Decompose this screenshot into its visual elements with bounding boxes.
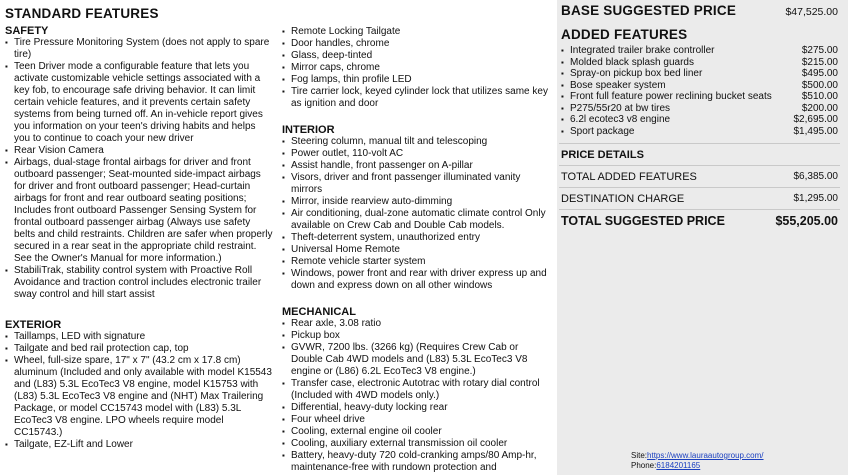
- divider: [559, 165, 840, 166]
- total-added-label: TOTAL ADDED FEATURES: [561, 171, 697, 183]
- total-added-row: [561, 171, 838, 183]
- total-price-value: $55,205.00: [775, 214, 838, 228]
- total-price-row: [561, 214, 838, 228]
- destination-label: DESTINATION CHARGE: [561, 193, 685, 205]
- added-feature-price: $495.00: [801, 68, 838, 79]
- mechanical-feature-item: ▪ Cooling, auxiliary external transmission oil cooler: [282, 438, 550, 450]
- added-feature-row: [561, 114, 838, 126]
- exterior-feature-item: ▪ Tailgate and bed rail protection cap, top: [5, 343, 273, 355]
- added-feature-name: [561, 57, 802, 69]
- price-panel: [557, 0, 848, 475]
- total-added-value: $6,385.00: [793, 171, 838, 182]
- added-feature-row: [561, 68, 838, 80]
- exterior-heading: EXTERIOR: [5, 319, 62, 331]
- divider: [559, 143, 840, 144]
- exterior-feature-item: ▪ Taillamps, LED with signature: [5, 331, 273, 343]
- added-feature-name: [561, 126, 794, 138]
- added-feature-price: $1,495.00: [793, 125, 838, 137]
- mechanical-heading: MECHANICAL: [282, 306, 356, 318]
- interior-feature-item: ▪ Visors, driver and front passenger illuminated vanity mirrors: [282, 172, 550, 196]
- added-feature-label: P275/55r20 at bw tires: [570, 102, 671, 114]
- mechanical-feature-item: ▪ Pickup box: [282, 330, 550, 342]
- added-feature-price: $200.00: [801, 102, 838, 114]
- interior-feature-item: ▪ Assist handle, front passenger on A-pillar: [282, 160, 550, 172]
- added-feature-row: [561, 91, 838, 103]
- total-price-label: TOTAL SUGGESTED PRICE: [561, 214, 725, 228]
- bullet-icon: ▪: [561, 69, 564, 78]
- added-feature-price: $510.00: [801, 91, 838, 102]
- bullet-icon: ▪: [561, 57, 564, 67]
- interior-feature-item: ▪ Universal Home Remote: [282, 244, 550, 256]
- safety-feature-item: ▪ Teen Driver mode a configurable feature that lets you activate customizable vehicle settings associated with a key fob, to encourage safe driving behavior. It can limit certain vehicle features, and it prevents certain safety systems from being turned off. An in-vehicle report gives you information on your teen's driving habits and helps you to continue to coach your new driver: [5, 61, 273, 145]
- destination-row: [561, 193, 838, 205]
- bullet-icon: ▪: [561, 126, 564, 136]
- safety-feature-item: ▪ Tire Pressure Monitoring System (does not apply to spare tire): [5, 37, 273, 61]
- interior-feature-item: ▪ Air conditioning, dual-zone automatic climate control Only available on Crew Cab and Double Cab models.: [282, 208, 550, 232]
- interior-list: [282, 136, 550, 292]
- mechanical-list: [282, 318, 550, 474]
- mechanical-feature-item: ▪ Rear axle, 3.08 ratio: [282, 318, 550, 330]
- exterior-feature-item: ▪ Tailgate, EZ-Lift and Lower: [5, 439, 273, 451]
- added-feature-label: Front full feature power reclining bucket seats: [570, 91, 772, 102]
- interior-heading: INTERIOR: [282, 124, 335, 136]
- added-feature-price: $215.00: [801, 56, 838, 68]
- mechanical-feature-item: ▪ Four wheel drive: [282, 414, 550, 426]
- price-details-heading: PRICE DETAILS: [561, 149, 644, 161]
- added-feature-name: [561, 45, 802, 57]
- interior-feature-item: ▪ Remote vehicle starter system: [282, 256, 550, 268]
- interior-feature-item: ▪ Theft-deterrent system, unauthorized entry: [282, 232, 550, 244]
- exterior-feature-item: ▪ Mirror caps, chrome: [282, 62, 550, 74]
- exterior-feature-item: ▪ Wheel, full-size spare, 17" x 7" (43.2 cm x 17.8 cm) aluminum (Included and only available with model K15543 and (L83) 5.3L EcoTec3 V8 engine, model K15753 with (L83) 5.3L EcoTec3 V8 engine and (NHT) Max Trailering Package, or model CC15743 model with (L83) 5.3L EcoTec3 V8 engine. LPO wheels require model CC15743.): [5, 355, 273, 439]
- divider: [559, 209, 840, 210]
- mechanical-feature-item: ▪ Cooling, external engine oil cooler: [282, 426, 550, 438]
- mechanical-feature-item: ▪ GVWR, 7200 lbs. (3266 kg) (Requires Crew Cab or Double Cab 4WD models and (L83) 5.3L EcoTec3 V8 engine or (L86) 6.2L EcoTec3 V8 engine.): [282, 342, 550, 378]
- phone-label: Phone:: [631, 461, 657, 470]
- bullet-icon: ▪: [561, 92, 564, 101]
- exterior-feature-item: ▪ Fog lamps, thin profile LED: [282, 74, 550, 86]
- site-label: Site:: [631, 451, 648, 460]
- exterior-feature-item: ▪ Door handles, chrome: [282, 38, 550, 50]
- added-feature-row: [561, 57, 838, 69]
- added-feature-price: $275.00: [801, 45, 838, 56]
- added-feature-row: [561, 103, 838, 115]
- added-feature-name: [561, 68, 802, 80]
- added-feature-label: Sport package: [570, 125, 635, 137]
- base-price-label: BASE SUGGESTED PRICE: [561, 3, 737, 18]
- added-feature-name: [561, 103, 802, 115]
- added-features-heading: ADDED FEATURES: [561, 27, 688, 42]
- bullet-icon: ▪: [561, 115, 564, 124]
- mechanical-feature-item: ▪ Battery, heavy-duty 720 cold-cranking amps/80 Amp-hr, maintenance-free with rundown protection and: [282, 450, 550, 474]
- added-feature-price: $500.00: [801, 79, 838, 91]
- safety-heading: SAFETY: [5, 25, 49, 37]
- standard-features-column: [5, 0, 273, 451]
- added-feature-row: [561, 45, 838, 57]
- safety-feature-item: ▪ Airbags, dual-stage frontal airbags for driver and front outboard passenger; Seat-mounted side-impact airbags for driver and front outboard passenger; Head-curtain airbags for front and rear outboard seating positions; Includes front outboard Passenger Sensing System for frontal outboard passenger airbag (Always use safety belts and child restraints. Children are safer when properly secured in a rear seat in the appropriate child restraint. See the Owner's Manual for more information.): [5, 157, 273, 265]
- phone-link[interactable]: 6184201165: [656, 461, 701, 470]
- added-feature-row: [561, 126, 838, 138]
- added-feature-price: $2,695.00: [793, 114, 838, 125]
- features-column-2: [282, 0, 550, 474]
- exterior-list: [5, 331, 273, 451]
- exterior-continued-list: [282, 26, 550, 110]
- dealer-contact: [631, 451, 778, 471]
- safety-feature-item: ▪ StabiliTrak, stability control system with Proactive Roll Avoidance and traction control includes electronic trailer sway control and hill start assist: [5, 265, 273, 301]
- added-feature-name: [561, 114, 794, 126]
- interior-feature-item: ▪ Power outlet, 110-volt AC: [282, 148, 550, 160]
- added-feature-label: Molded black splash guards: [570, 56, 694, 68]
- standard-features-title: STANDARD FEATURES: [5, 6, 159, 21]
- mechanical-feature-item: ▪ Differential, heavy-duty locking rear: [282, 402, 550, 414]
- bullet-icon: ▪: [561, 80, 564, 90]
- exterior-feature-item: ▪ Remote Locking Tailgate: [282, 26, 550, 38]
- added-feature-name: [561, 80, 802, 92]
- added-feature-label: 6.2l ecotec3 v8 engine: [570, 114, 671, 125]
- safety-feature-item: ▪ Rear Vision Camera: [5, 145, 273, 157]
- interior-feature-item: ▪ Mirror, inside rearview auto-dimming: [282, 196, 550, 208]
- added-feature-label: Spray-on pickup box bed liner: [570, 68, 703, 79]
- bullet-icon: ▪: [561, 103, 564, 113]
- interior-feature-item: ▪ Steering column, manual tilt and telescoping: [282, 136, 550, 148]
- base-price-value: $47,525.00: [785, 6, 838, 18]
- added-feature-row: [561, 80, 838, 92]
- added-features-list: [561, 45, 838, 137]
- added-feature-label: Integrated trailer brake controller: [570, 45, 715, 56]
- safety-list: [5, 37, 273, 301]
- divider: [559, 187, 840, 188]
- interior-feature-item: ▪ Windows, power front and rear with driver express up and down and express down on all other windows: [282, 268, 550, 292]
- added-feature-name: [561, 91, 802, 103]
- site-link[interactable]: https://www.lauraautogroup.com/: [647, 451, 764, 460]
- exterior-feature-item: ▪ Tire carrier lock, keyed cylinder lock that utilizes same key as ignition and door: [282, 86, 550, 110]
- exterior-feature-item: ▪ Glass, deep-tinted: [282, 50, 550, 62]
- destination-value: $1,295.00: [793, 193, 838, 204]
- added-feature-label: Bose speaker system: [570, 79, 666, 91]
- mechanical-feature-item: ▪ Transfer case, electronic Autotrac with rotary dial control (Included with 4WD models only.): [282, 378, 550, 402]
- bullet-icon: ▪: [561, 46, 564, 55]
